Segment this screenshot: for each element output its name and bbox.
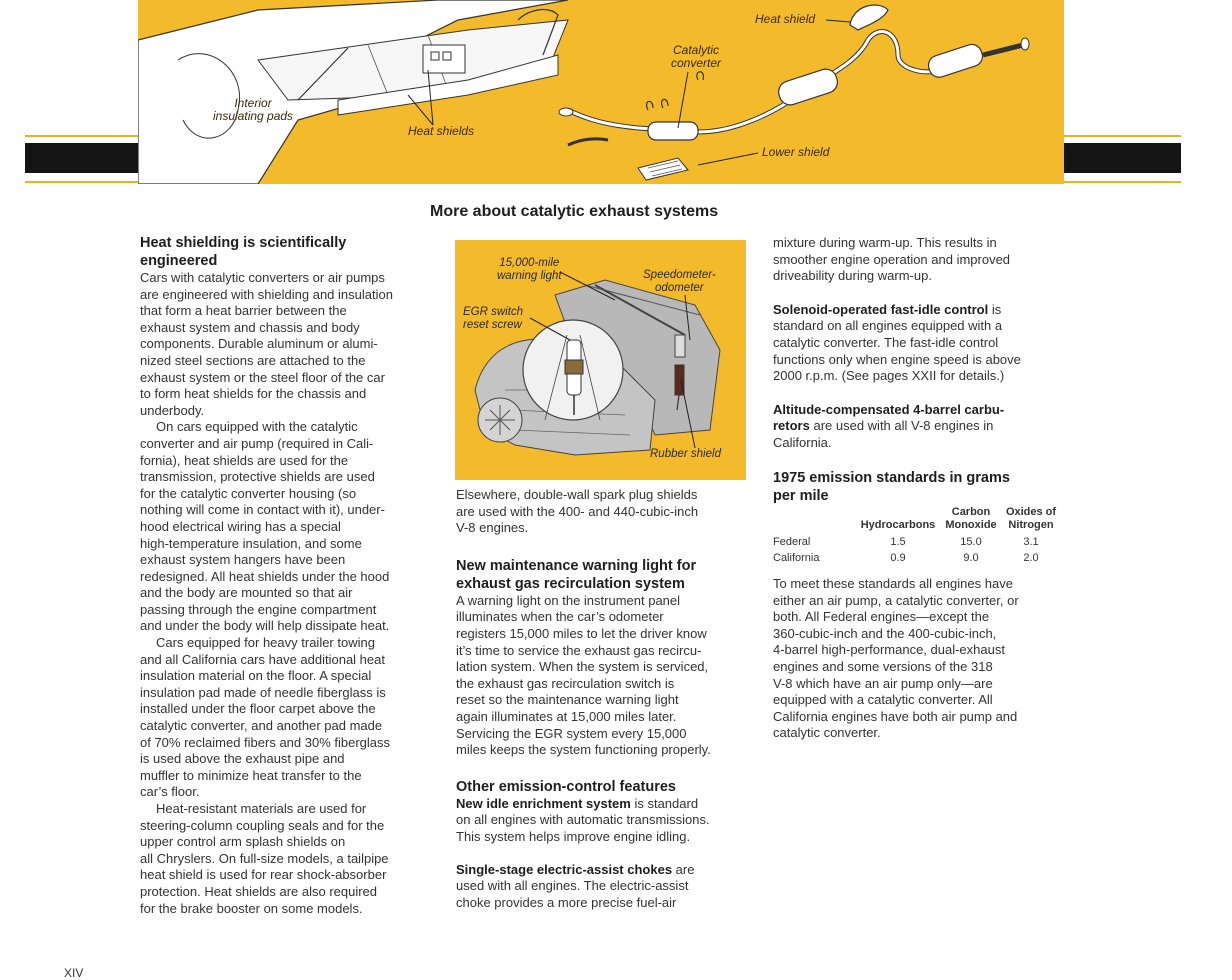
right-accent-line-bottom (1064, 181, 1181, 183)
other-features-heading: Other emission-control features (456, 778, 676, 795)
exhaust-system-illustration (138, 0, 1064, 184)
fast-idle-term: Solenoid-operated fast-idle control (773, 301, 989, 317)
heat-shielding-paragraph-3: Cars equipped for heavy trailer towing and all California cars have additional heat insulation material on the floor. A special insulation pad made of needle fiberglass is installed under the floor carpet above the catalytic converter, and another pad made of 70% reclaimed fibers and 30% fiberglass is used above the exhaust pipe and muffler to minimize heat transfer to the car’s floor. (140, 635, 391, 800)
page-number: XIV (64, 966, 84, 980)
column-emission-features (773, 235, 1073, 505)
label-interior-pads (213, 97, 293, 123)
altitude-carburetor-paragraph: Altitude-compensated 4-barrel carbu- retors are used with all V-8 engines in California. (773, 401, 1005, 450)
warning-light-paragraph: A warning light on the instrument panel illuminates when the car’s odometer registers 15,000 miles to let the driver know it’s time to service the exhaust gas recircu- lation system. When the system is serviced, the exhaust gas recirculation switch is reset so the maintenance warning light again illuminates at 15,000 miles later. Servicing the EGR system every 15,000 miles keeps the system functioning properly. (456, 592, 711, 758)
label-egr-switch: EGR switch reset screw (463, 306, 524, 331)
table-cell: 1.5 (890, 536, 906, 548)
table-cell: 0.9 (890, 552, 906, 564)
label-catalytic-line1: Catalytic (673, 43, 720, 57)
label-lower-shield: Lower shield (762, 145, 830, 159)
choke-term: Single-stage electric-assist chokes (456, 861, 673, 877)
label-catalytic-line2: converter (671, 56, 722, 70)
column-header-hydrocarbons: Hydrocarbons (860, 519, 936, 531)
altitude-carburetor-term-line2: retors (773, 418, 810, 434)
right-black-band (1064, 143, 1181, 173)
altitude-carburetor-term-line1: Altitude-compensated 4-barrel carbu- (773, 401, 1005, 417)
column-maintenance (456, 487, 756, 911)
column-heat-shielding (140, 234, 432, 917)
label-catalytic-converter (671, 44, 721, 70)
row-label-california: California (773, 552, 820, 564)
egr-warning-light-illustration (455, 240, 746, 480)
emission-standards-heading: 1975 emission standards in grams per mile (773, 469, 1010, 504)
right-accent-line-top (1064, 135, 1181, 137)
label-warning-light: 15,000-mile warning light (497, 257, 562, 282)
heat-shielding-heading-line1: Heat shielding is scientifically (140, 235, 347, 251)
heat-shielding-paragraph-1: Cars with catalytic converters or air pumps are engineered with shielding and insulation that form a heat barrier between the exhaust system and chassis and body components. Durable aluminum or alumi- nized steel sections are attached to the exhaust system or the steel floor of the car to form heat shields for the chassis and underbody. (140, 270, 393, 418)
column-header-carbon-monoxide: Carbon Monoxide (945, 506, 997, 531)
column-emission-closing (773, 576, 1073, 742)
exhaust-system-drawing (138, 0, 1064, 184)
heat-shielding-paragraph-2: On cars equipped with the catalytic converter and air pump (required in Cali- fornia), heat shields are used for the transmission, protective shields are used for the catalytic converter housing (so nothing will come in contact with it), under- hood electrical wiring has a special high-temperature insulation, and some exhaust system hangers have been redesigned. All heat shields under the hood and the body are mounted so that air passing through the engine compartment and under the body will help dissipate heat. (140, 419, 390, 634)
table-cell: 3.1 (1023, 536, 1039, 548)
table-cell: 15.0 (960, 536, 982, 548)
heat-shielding-heading (140, 234, 432, 270)
choke-paragraph: Single-stage electric-assist chokes are used with all engines. The electric-assist choke provides a more precise fuel-air (456, 861, 695, 910)
spark-plug-paragraph: Elsewhere, double-wall spark plug shields are used with the 400- and 440-cubic-inch V-8 engines. (456, 487, 699, 536)
emission-standards-table (773, 506, 1073, 570)
table-cell: 9.0 (963, 552, 979, 564)
label-rubber-shield: Rubber shield (650, 448, 721, 460)
heat-shielding-heading-line2: engineered (140, 253, 218, 269)
row-label-federal: Federal (773, 536, 811, 548)
idle-enrichment-term: New idle enrichment system (456, 795, 631, 811)
label-speedometer-odometer: Speedometer- odometer (643, 269, 716, 294)
fast-idle-paragraph: Solenoid-operated fast-idle control is standard on all engines equipped with a catalytic converter. The fast-idle control functions only when engine speed is above 2000 r.p.m. (See pages XXII for details.) (773, 301, 1021, 384)
warning-light-heading: New maintenance warning light for exhaust gas recirculation system (456, 557, 697, 592)
left-accent-line-top (25, 135, 138, 137)
column-header-oxides-of-nitrogen: Oxides of Nitrogen (1005, 506, 1057, 531)
label-interior-pads-line2: insulating pads (213, 109, 294, 123)
label-heat-shields: Heat shields (408, 124, 475, 138)
heat-shielding-paragraph-4: Heat-resistant materials are used for steering-column coupling seals and for the upper control arm splash shields on all Chryslers. On full-size models, a tailpipe heat shield is used for rear shock-absorber protection. Heat shields are also required for the brake booster on some models. (140, 801, 389, 916)
idle-enrichment-paragraph: New idle enrichment system is standard on all engines with automatic transmissions. This system helps improve engine idling. (456, 795, 710, 844)
label-interior-pads-line1: Interior (234, 96, 272, 110)
left-accent-line-bottom (25, 181, 138, 183)
choke-continuation-paragraph: mixture during warm-up. This results in smoother engine operation and improved driveability during warm-up. (773, 235, 1011, 284)
page-title: More about catalytic exhaust systems (430, 203, 719, 220)
table-cell: 2.0 (1023, 552, 1039, 564)
left-black-band (25, 143, 138, 173)
standards-closing-paragraph: To meet these standards all engines have either an air pump, a catalytic converter, or both. All Federal engines—except the 360-cubic-inch and the 400-cubic-inch, 4-barrel high-performance, dual-exhaust engines and some versions of the 318 V-8 which have an air pump only—are equipped with a catalytic converter. All California engines have both air pump and catalytic converter. (773, 576, 1019, 741)
label-heat-shield: Heat shield (755, 12, 816, 26)
